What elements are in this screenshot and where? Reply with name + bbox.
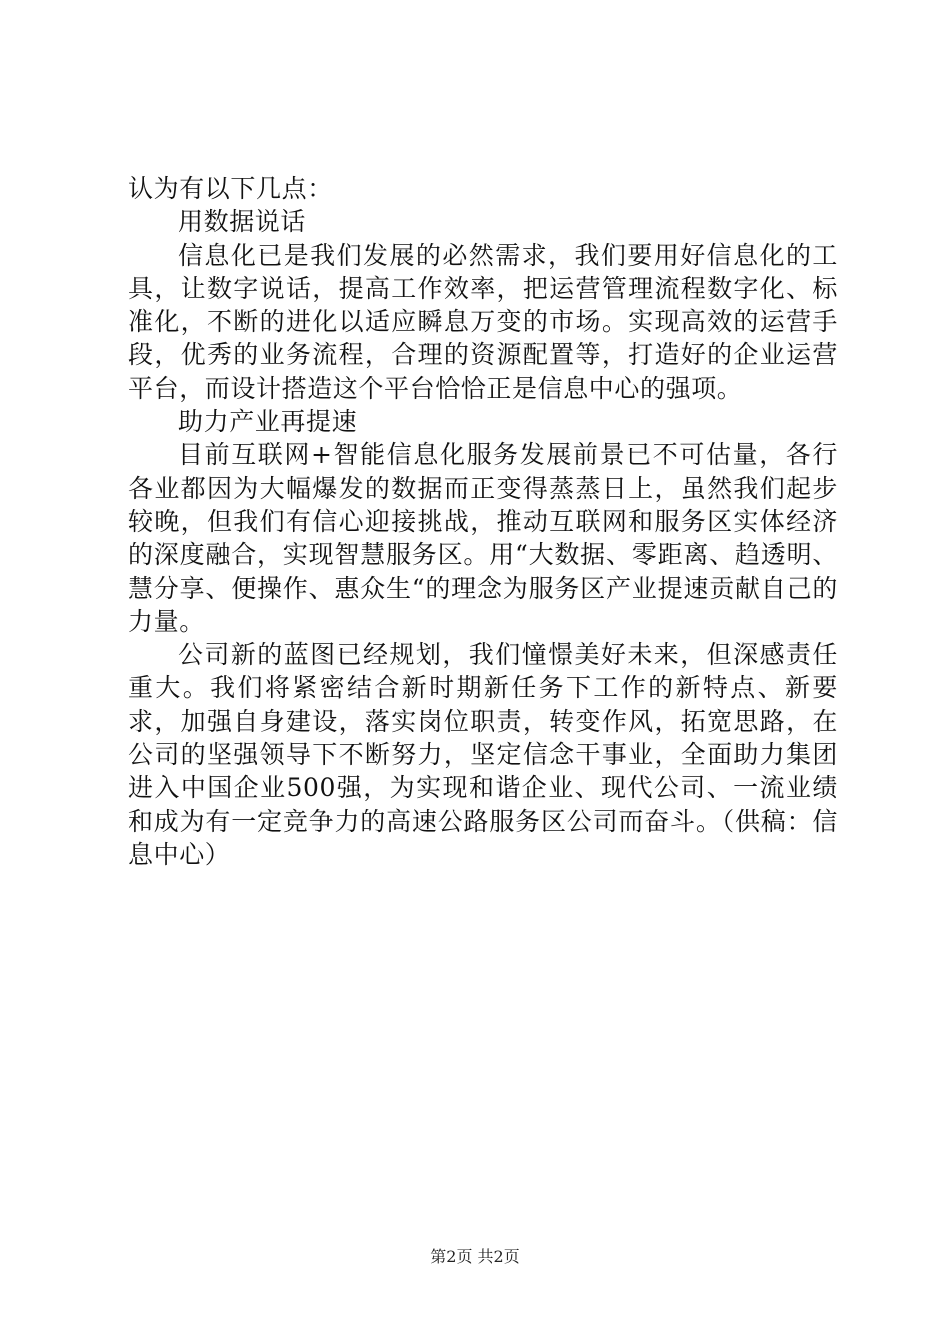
paragraph-internet-plus: 目前互联网+智能信息化服务发展前景已不可估量，各行各业都因为大幅爆发的数据而正变得蒸蒸日上，虽然我们起步较晚，但我们有信心迎接挑战，推动互联网和服务区实体经济的深度融合，实现智慧服务区。用“大数据、零距离、趋透明、慧分享、便操作、惠众生“的理念为服务区产业提速贡献自己的力量。 (128, 440, 838, 636)
paragraph-informatization: 信息化已是我们发展的必然需求，我们要用好信息化的工具，让数字说话，提高工作效率，把运营管理流程数字化、标准化，不断的进化以适应瞬息万变的市场。实现高效的运营手段，优秀的业务流程，合理的资源配置等，打造好的企业运营平台，而设计搭造这个平台恰恰正是信息中心的强项。 (128, 240, 838, 403)
page-number-footer: 第2页 共2页 (430, 1247, 520, 1266)
document-body (128, 172, 838, 871)
section-heading-industry: 助力产业再提速 (178, 407, 358, 437)
paragraph-intro: 认为有以下几点： (128, 174, 333, 203)
section-heading-data: 用数据说话 (178, 207, 307, 237)
paragraph-blueprint: 公司新的蓝图已经规划，我们憧憬美好未来，但深感责任重大。我们将紧密结合新时期新任务下工作的新特点、新要求，加强自身建设，落实岗位职责，转变作风，拓宽思路，在公司的坚强领导下不断努力，坚定信念干事业，全面助力集团进入中国企业500强，为实现和谐企业、现代公司、一流业绩和成为有一定竞争力的高速公路服务区公司而奋斗。（供稿：信息中心） (128, 640, 838, 869)
